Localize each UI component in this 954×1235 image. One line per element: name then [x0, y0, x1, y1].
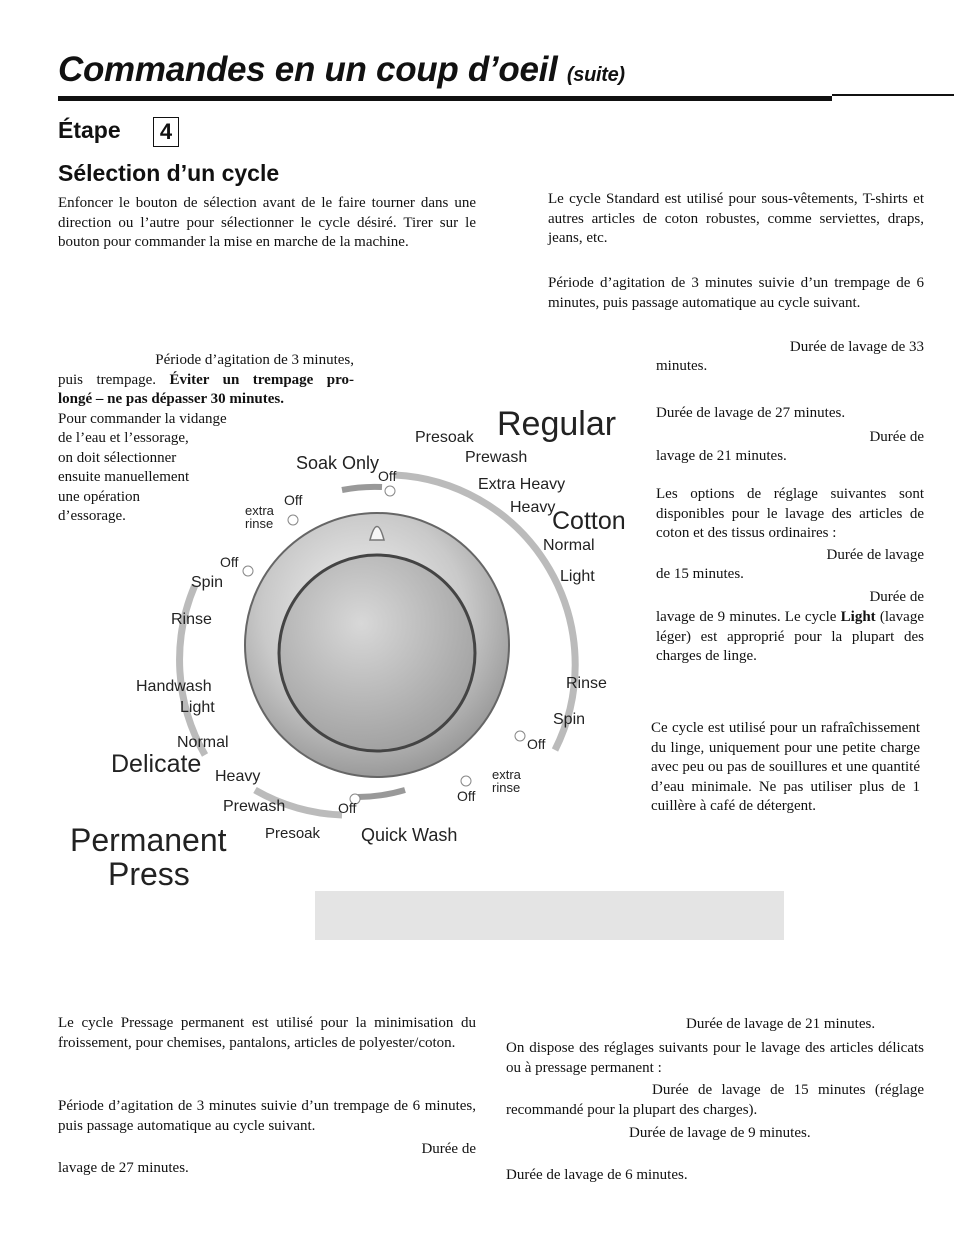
soak-line-6: on doit sélectionner: [58, 449, 177, 466]
off-dot: [243, 566, 253, 576]
regular-presoak: Période d’agitation de 3 minutes suivie d’un trempage de 6 minutes, puis passage automatique au cycle suivant.: [548, 275, 924, 311]
dial-label-heavy: Heavy: [510, 499, 556, 516]
soak-arc: [342, 487, 382, 490]
dial-label-rinse-left: Rinse: [171, 611, 212, 628]
dial-label-off-left: Off: [220, 554, 239, 570]
cotton-options: Les options de réglage suivantes sont disponibles pour le lavage des articles de coton et des tissus ordinaires :: [656, 486, 924, 541]
dial-label-extra-right: extra: [492, 767, 521, 782]
light-text-2: (lavage léger) est approprié pour la plupart des charges de linge.: [656, 609, 924, 664]
dial-label-regular: Regular: [497, 405, 617, 443]
regular-prewash-b: lavage de 21 minutes.: [656, 448, 787, 464]
regular-extra-heavy: Durée de lavage de 33: [789, 339, 924, 355]
delicate-normal: Durée de lavage de 15 minutes (réglage recommandé pour la plupart des charges).: [506, 1082, 924, 1118]
dial-label-handwash: Handwash: [136, 678, 212, 695]
dial-label-rinse-right: Rinse: [566, 675, 607, 692]
regular-description: Le cycle Standard est utilisé pour sous-vêtements, T-shirts et autres articles de coton robustes, comme serviettes, draps, jeans, etc.: [548, 191, 924, 246]
soak-line-9: d’essorage.: [58, 508, 126, 524]
delicate-light: Durée de lavage de 9 minutes.: [629, 1125, 811, 1141]
dial-label-prewash: Prewash: [465, 449, 528, 466]
title-rule: [58, 96, 832, 101]
dial-label-off-left2: Off: [284, 492, 303, 508]
dial-label-rinse-left2: rinse: [245, 516, 274, 531]
off-dot: [461, 776, 471, 786]
dial-label-spin-left: Spin: [191, 574, 224, 591]
dial-label-soak-only: Soak Only: [296, 453, 380, 473]
title-rule-thin: [832, 94, 954, 96]
dial-label-extra-heavy: Extra Heavy: [478, 476, 566, 493]
dial-label-presoak: Presoak: [415, 429, 474, 446]
cotton-light-b: [656, 608, 924, 667]
regular-extra-heavy-2: minutes.: [656, 358, 708, 374]
permanent-presoak: Période d’agitation de 3 minutes suivie d’un trempage de 6 minutes, puis passage automatique au cycle suivant.: [58, 1098, 476, 1134]
soak-line-4: Pour commander la vidange: [58, 410, 227, 427]
soak-line-2-bold: Éviter un trempage pro-: [169, 371, 355, 388]
dial-label-off-soak: Off: [378, 468, 397, 484]
delicate-options: On dispose des réglages suivants pour le lavage des articles délicats ou à pressage permanent :: [506, 1040, 924, 1076]
cotton-light-a: Durée de: [869, 589, 924, 605]
regular-heavy: Durée de lavage de 27 minutes.: [656, 405, 846, 421]
quick-wash-description: Ce cycle est utilisé pour un rafraîchissement du linge, uniquement pour une petite charge avec peu ou pas de souillures et une quantité d’eau minimale. Ne pas utiliser plus de 1 cuillère à café de détergent.: [651, 720, 920, 814]
soak-line-1: Période d’agitation de 3 minutes,: [155, 352, 354, 368]
dial-label-press: Press: [108, 856, 190, 892]
title-text: Commandes en un coup d’oeil: [58, 50, 558, 89]
cycle-dial: [60, 395, 640, 895]
soak-line-5: de l’eau et l’essorage,: [58, 430, 189, 446]
regular-prewash-a: Durée de: [869, 429, 924, 445]
dial-label-spin-right: Spin: [553, 711, 586, 728]
dial-label-off-right: Off: [527, 736, 546, 752]
dial-label-off-right2: Off: [457, 788, 476, 804]
dial-label-prewash-bottom: Prewash: [223, 798, 286, 815]
permanent-description: Le cycle Pressage permanent est utilisé pour la minimisation du froissement, pour chemises, pantalons, articles de polyester/coton.: [58, 1015, 476, 1051]
soak-line-8: une opération: [58, 488, 141, 505]
dial-label-quick-wash: Quick Wash: [361, 825, 458, 845]
light-text-bold: Light: [840, 609, 876, 625]
cotton-normal-b: de 15 minutes.: [656, 566, 744, 582]
delicate-prewash: Durée de lavage de 21 minutes.: [686, 1016, 876, 1032]
dial-label-light-bottom: Light: [180, 699, 215, 716]
dial-label-heavy-bottom: Heavy: [215, 768, 261, 785]
dial-label-rinse-right2: rinse: [492, 780, 521, 795]
permanent-heavy-a: Durée de: [421, 1141, 476, 1157]
off-dot: [515, 731, 525, 741]
step-label: Étape: [58, 117, 121, 143]
page-title: [58, 50, 625, 90]
cotton-normal-a: Durée de lavage: [826, 547, 924, 563]
light-text-1: lavage de 9 minutes. Le cycle: [656, 609, 841, 625]
soak-line-7: ensuite manuellement: [58, 469, 190, 485]
title-suffix: (suite): [566, 64, 625, 86]
dial-label-extra-left: extra: [245, 503, 274, 518]
dial-label-light: Light: [560, 568, 595, 585]
section-header-bar: [315, 891, 784, 940]
dial-label-presoak-bottom: Presoak: [265, 825, 321, 842]
quickwash-arc: [358, 790, 405, 797]
off-dot: [385, 486, 395, 496]
off-dot: [288, 515, 298, 525]
intro-paragraph: Enfoncer le bouton de sélection avant de le faire tourner dans une direction ou l’autre pour sélectionner le cycle désiré. Tirer sur le bouton pour commander la mise en marche de la machine.: [58, 195, 476, 250]
dial-label-delicate: Delicate: [111, 750, 202, 778]
dial-label-normal-bottom: Normal: [177, 734, 229, 751]
dial-label-off-bottom: Off: [338, 800, 357, 816]
step-number: 4: [153, 117, 179, 147]
dial-label-permanent: Permanent: [70, 822, 227, 858]
section-title: Sélection d’un cycle: [58, 160, 280, 186]
dial-label-normal: Normal: [543, 537, 595, 554]
delicate-handwash: Durée de lavage de 6 minutes.: [506, 1167, 688, 1183]
dial-label-cotton: Cotton: [552, 507, 626, 535]
permanent-heavy-b: lavage de 27 minutes.: [58, 1160, 189, 1176]
soak-line-2: puis trempage.: [58, 371, 170, 388]
soak-line-3-bold: longé – ne pas dépasser 30 minutes.: [58, 391, 284, 407]
dial-knob-center: [279, 555, 475, 751]
